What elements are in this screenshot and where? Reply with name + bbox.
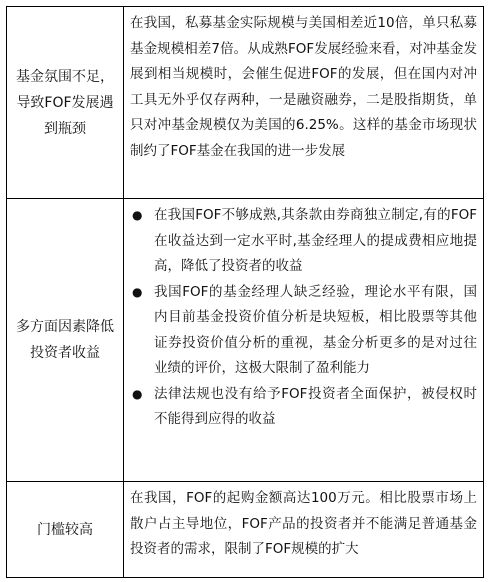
bullet-icon: ● bbox=[132, 208, 143, 222]
row-label: 基金氛围不足，导致FOF发展遇到瓶颈 bbox=[7, 7, 124, 198]
row-label: 门槛较高 bbox=[7, 482, 124, 577]
row-content: 在我国，FOF的起购金额高达100万元。相比股票市场上散户占主导地位，FOF产品的投资者并不能满足普通基金投资者的需求，限制了FOF规模的扩大 bbox=[130, 490, 477, 557]
list-item bbox=[130, 203, 477, 280]
row-content: 在我国，私募基金实际规模与美国相差近10倍，单只私募基金规模相差7倍。从成熟FOF发展经验来看，对冲基金发展到相当规模时，会催生促进FOF的发展，但在国内对冲工具无外乎仅存两种，一是融资融券，二是股指期货，单只对冲基金规模仅为美国的6.25%。这样的基金市场现状制约了FOF基金在我国的进一步发展 bbox=[130, 15, 477, 159]
table-row bbox=[7, 7, 483, 199]
bullet-icon: ● bbox=[132, 284, 143, 299]
list-item-text: 我国FOF的基金经理人缺乏经验，理论水平有限，国内目前基金投资价值分析是块短板，相比股票等其他证券投资价值分析的重视，基金分析更多的是对过往业绩的评价，这极大限制了盈利能力 bbox=[154, 283, 477, 376]
row-content bbox=[124, 199, 483, 481]
table-row bbox=[7, 199, 483, 482]
bullet-icon: ● bbox=[132, 386, 143, 401]
list-item-text: 在我国FOF不够成熟,其条款由券商独立制定,有的FOF在收益达到一定水平时,基金经理人的提成费相应地提高，降低了投资者的收益 bbox=[154, 207, 477, 274]
list-item-text: 法律法规也没有给予FOF投资者全面保护，被侵权时不能得到应得的收益 bbox=[154, 385, 477, 427]
table-row bbox=[7, 482, 483, 577]
comparison-table bbox=[6, 6, 484, 578]
row-label: 多方面因素降低投资者收益 bbox=[7, 199, 124, 481]
list-item bbox=[130, 382, 477, 433]
list-item bbox=[130, 280, 477, 382]
